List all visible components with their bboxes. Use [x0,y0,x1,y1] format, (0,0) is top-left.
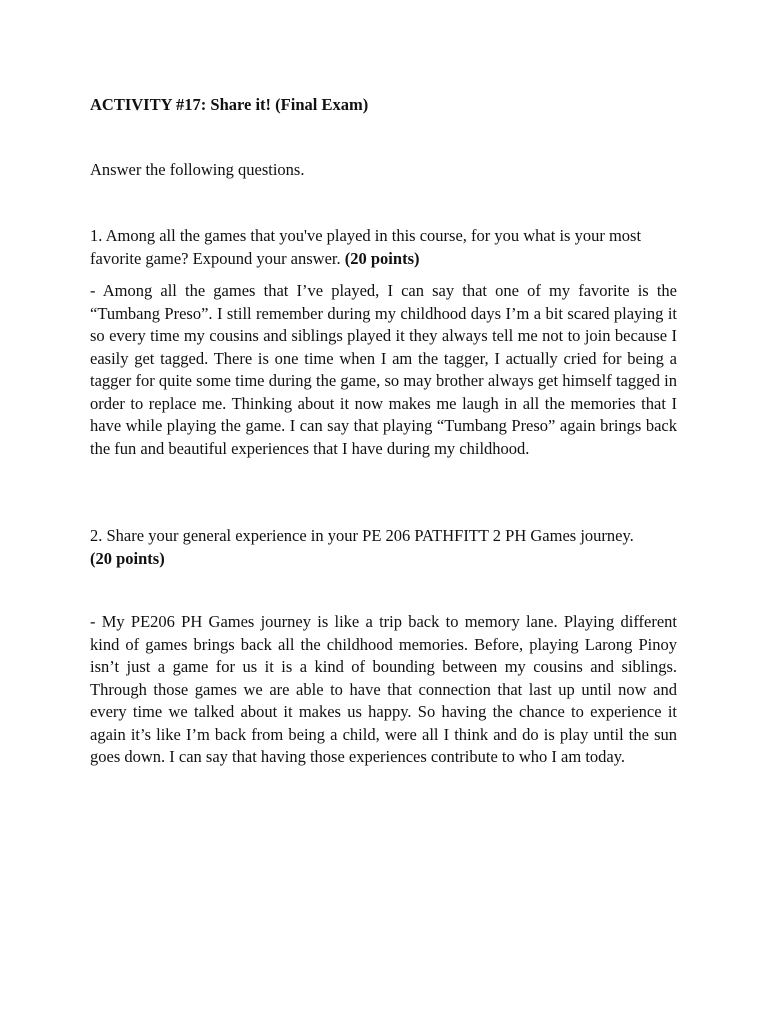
document-title: ACTIVITY #17: Share it! (Final Exam) [90,95,369,114]
question-2-text: 2. Share your general experience in your PE 206 PATHFITT 2 PH Games journey. [90,526,634,545]
question-2 [90,525,680,570]
question-1 [90,225,680,270]
question-1-points: (20 points) [344,248,420,268]
instructions-text: Answer the following questions. [90,160,305,179]
answer-1: - Among all the games that I’ve played, I can say that one of my favorite is the “Tumbang Preso”. I still remember during my childhood days I’m a bit scared playing it so every time my cousins and siblings played it they always tell me not to join because I easily get tagged. There is one time when I am the tagger, I actually cried for being a tagger for quite some time during the game, so may brother always get himself tagged in order to replace me. Thinking about it now makes me laugh in all the memories that I have while playing the game. I can say that playing “Tumbang Preso” again brings back the fun and beautiful experiences that I have during my childhood. [90,281,677,458]
question-2-points: (20 points) [90,548,165,568]
answer-2: - My PE206 PH Games journey is like a trip back to memory lane. Playing different kind of games brings back all the childhood memories. Before, playing Larong Pinoy isn’t just a game for us it is a kind of bounding between my cousins and siblings. Through those games we are able to have that connection that last up until now and every time we talked about it makes us happy. So having the chance to experience it again it’s like I’m back from being a child, were all I think and do is play until the sun goes down. I can say that having those experiences contribute to who I am today. [90,612,677,766]
question-1-text: 1. Among all the games that you've played in this course, for you what is your most favorite game? Expound your answer. [90,226,642,268]
